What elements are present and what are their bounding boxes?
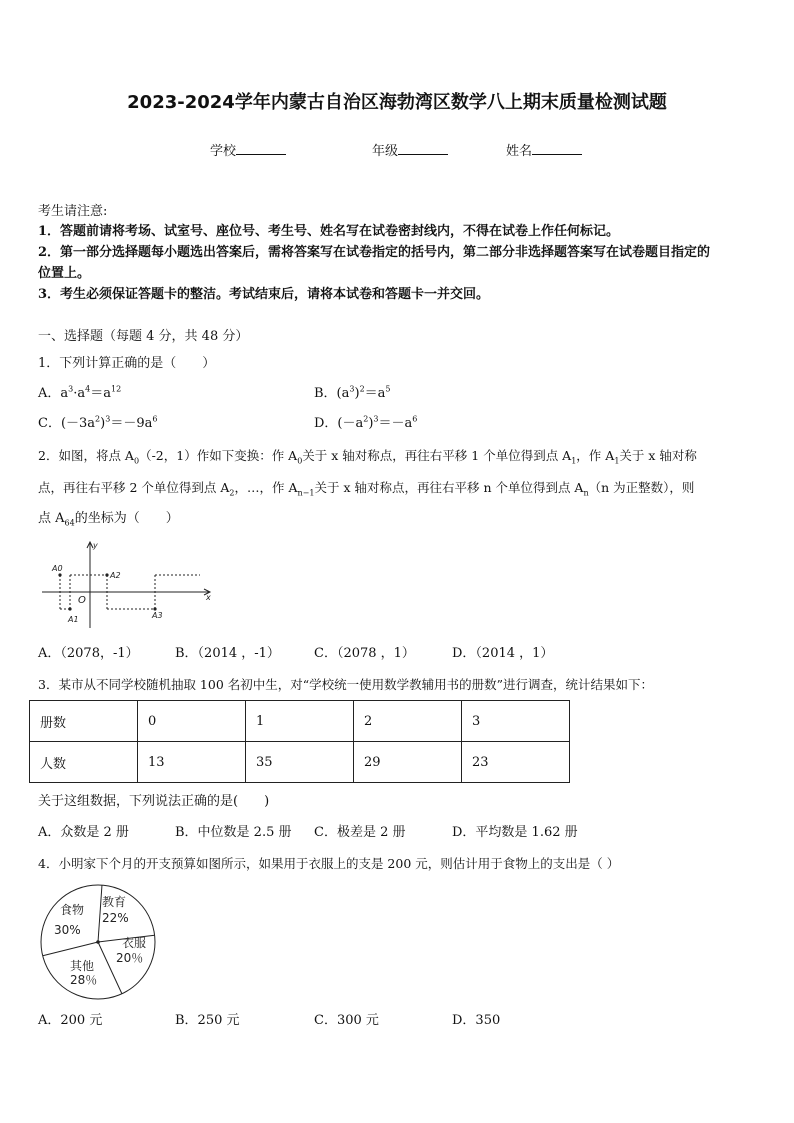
option-text: ＝a xyxy=(364,386,386,401)
table-cell: 3 xyxy=(462,701,570,742)
q3-option-a: A．众数是 2 册 xyxy=(38,825,129,840)
subscript: n xyxy=(583,488,589,498)
q3-option-d: D．平均数是 1.62 册 xyxy=(452,825,578,840)
q4-option-b: B．250 元 xyxy=(175,1013,240,1028)
q3-question: 关于这组数据，下列说法正确的是( ) xyxy=(38,794,270,809)
grade-blank xyxy=(398,142,448,155)
option-text: ) xyxy=(368,416,374,431)
option-text: ·a xyxy=(73,386,86,401)
label-a3: A3 xyxy=(152,611,163,620)
question-2-line-2 xyxy=(38,480,694,496)
table-row xyxy=(30,742,570,783)
exponent: 2 xyxy=(359,384,365,394)
q2-text: ，…，作 A xyxy=(234,480,298,495)
option-text: ＝－9a xyxy=(110,416,153,431)
q2-text: 的坐标为（ ） xyxy=(74,511,179,526)
subscript: n−1 xyxy=(297,488,315,498)
label-a0: A0 xyxy=(52,564,63,573)
table-cell: 13 xyxy=(138,742,246,783)
exponent: 2 xyxy=(363,414,369,424)
pie-category-label: 教育 xyxy=(102,895,127,909)
q3-data-table xyxy=(29,700,570,783)
notice-item: 2．第一部分选择题每小题选出答案后，需将答案写在试卷指定的括号内，第二部分非选择题答案写在试卷题目指定的 xyxy=(38,245,711,260)
question-1-stem: 1．下列计算正确的是（ ） xyxy=(38,356,216,371)
notice-item: 1．答题前请将考场、试室号、座位号、考生号、姓名写在试卷密封线内，不得在试卷上作任何标记。 xyxy=(38,224,620,239)
question-2-line-1 xyxy=(38,448,697,464)
q1-option-b xyxy=(314,386,391,402)
q2-text: 2．如图，将点 A xyxy=(38,448,134,463)
q4-option-d: D．350 xyxy=(452,1013,501,1028)
option-text: ) xyxy=(354,386,360,401)
exponent: 5 xyxy=(385,384,391,394)
question-2-line-3 xyxy=(38,511,179,527)
pie-slice-boundary xyxy=(98,942,122,994)
exponent: 3 xyxy=(68,384,74,394)
point-a0 xyxy=(58,573,61,576)
exponent: 4 xyxy=(85,384,91,394)
table-cell: 23 xyxy=(462,742,570,783)
q2-option-c: C．（2078 ，1） xyxy=(314,646,415,661)
page-title: 2023-2024学年内蒙古自治区海勃湾区数学八上期末质量检测试题 xyxy=(127,92,667,113)
pie-value-label: 20％ xyxy=(116,951,144,965)
q2-text: 点 A xyxy=(38,511,65,526)
school-field xyxy=(210,140,286,159)
question-4-stem: 4．小明家下个月的开支预算如图所示，如果用于衣服上的支是 200 元，则估计用于食物上的支出是（ ） xyxy=(38,856,620,871)
pie-slice-boundary xyxy=(43,942,98,956)
table-cell: 册数 xyxy=(30,701,138,742)
label-a1: A1 xyxy=(68,615,79,624)
subscript: 1 xyxy=(571,456,577,466)
q2-text: ，作 A xyxy=(576,448,615,463)
q2-text: （-2，1）作如下变换：作 A xyxy=(139,448,298,463)
option-text: A．a xyxy=(38,386,69,401)
label-a2: A2 xyxy=(110,571,121,580)
table-cell: 1 xyxy=(246,701,354,742)
x-label: x xyxy=(206,593,211,602)
option-text: B．(a xyxy=(314,386,350,401)
q2-option-a: A．（2078，-1） xyxy=(38,646,139,661)
grade-field xyxy=(372,140,448,159)
subscript: 0 xyxy=(133,456,140,466)
y-label: y xyxy=(93,541,98,550)
q1-option-d xyxy=(314,416,417,432)
q2-text: 点，再往右平移 2 个单位得到点 A xyxy=(38,480,230,495)
pie-value-label: 30% xyxy=(54,923,81,937)
option-text: D．(－a xyxy=(314,416,364,431)
q2-text: （n 为正整数），则 xyxy=(588,480,695,495)
exponent: 3 xyxy=(373,414,379,424)
option-text: C．(－3a xyxy=(38,416,96,431)
pie-value-label: 22% xyxy=(102,911,129,925)
q2-coordinate-figure xyxy=(38,538,218,630)
notice-heading: 考生请注意: xyxy=(38,204,108,219)
q2-text: 关于 x 轴对称 xyxy=(619,448,697,463)
subscript: 0 xyxy=(297,456,303,466)
school-label: 学校 xyxy=(210,144,237,159)
exponent: 2 xyxy=(95,414,101,424)
point-a1 xyxy=(68,607,71,610)
subscript: 2 xyxy=(229,488,235,498)
table-cell: 0 xyxy=(138,701,246,742)
q2-option-b: B．（2014 ，-1） xyxy=(175,646,280,661)
notice-item: 位置上。 xyxy=(38,266,91,281)
subscript: 64 xyxy=(64,518,75,528)
school-blank xyxy=(236,142,286,155)
option-text: ) xyxy=(100,416,106,431)
q2-option-d: D．（2014 ，1） xyxy=(452,646,554,661)
table-cell: 29 xyxy=(354,742,462,783)
q4-option-a: A．200 元 xyxy=(38,1013,103,1028)
table-cell: 35 xyxy=(246,742,354,783)
table-cell: 人数 xyxy=(30,742,138,783)
origin-label: O xyxy=(78,595,86,606)
grade-label: 年级 xyxy=(372,144,399,159)
point-a2 xyxy=(105,573,108,576)
table-row xyxy=(30,701,570,742)
pie-category-label: 衣服 xyxy=(122,936,147,950)
option-text: ＝a xyxy=(90,386,111,401)
name-label: 姓名 xyxy=(506,144,533,159)
notice-item: 3．考生必须保证答题卡的整洁。考试结束后，请将本试卷和答题卡一并交回。 xyxy=(38,287,490,302)
option-text: ＝－a xyxy=(378,416,413,431)
q2-text: 关于 x 轴对称点，再往右平移 n 个单位得到点 A xyxy=(314,480,584,495)
pie-center xyxy=(96,940,100,944)
q2-text: 关于 x 轴对称点，再往右平移 1 个单位得到点 A xyxy=(302,448,572,463)
pie-value-label: 28％ xyxy=(70,973,98,987)
exponent: 3 xyxy=(349,384,355,394)
pie-category-label: 其他 xyxy=(70,959,95,973)
exponent: 6 xyxy=(412,414,418,424)
table-cell: 2 xyxy=(354,701,462,742)
exponent: 6 xyxy=(152,414,158,424)
question-3-stem: 3．某市从不同学校随机抽取 100 名初中生，对“学校统一使用数学教辅用书的册数”进行调查，统计结果如下： xyxy=(38,677,654,692)
name-field xyxy=(506,140,582,159)
q1-option-a xyxy=(38,386,121,402)
exponent: 12 xyxy=(110,384,122,394)
pie-category-label: 食物 xyxy=(60,903,85,917)
q3-option-c: C．极差是 2 册 xyxy=(314,825,406,840)
section-heading: 一、选择题（每题 4 分，共 48 分） xyxy=(38,329,249,344)
q3-option-b: B．中位数是 2.5 册 xyxy=(175,825,292,840)
name-blank xyxy=(532,142,582,155)
q1-option-c xyxy=(38,416,157,432)
exponent: 3 xyxy=(105,414,111,424)
q4-pie-chart xyxy=(36,880,166,1004)
q4-option-c: C．300 元 xyxy=(314,1013,379,1028)
subscript: 1 xyxy=(614,456,620,466)
